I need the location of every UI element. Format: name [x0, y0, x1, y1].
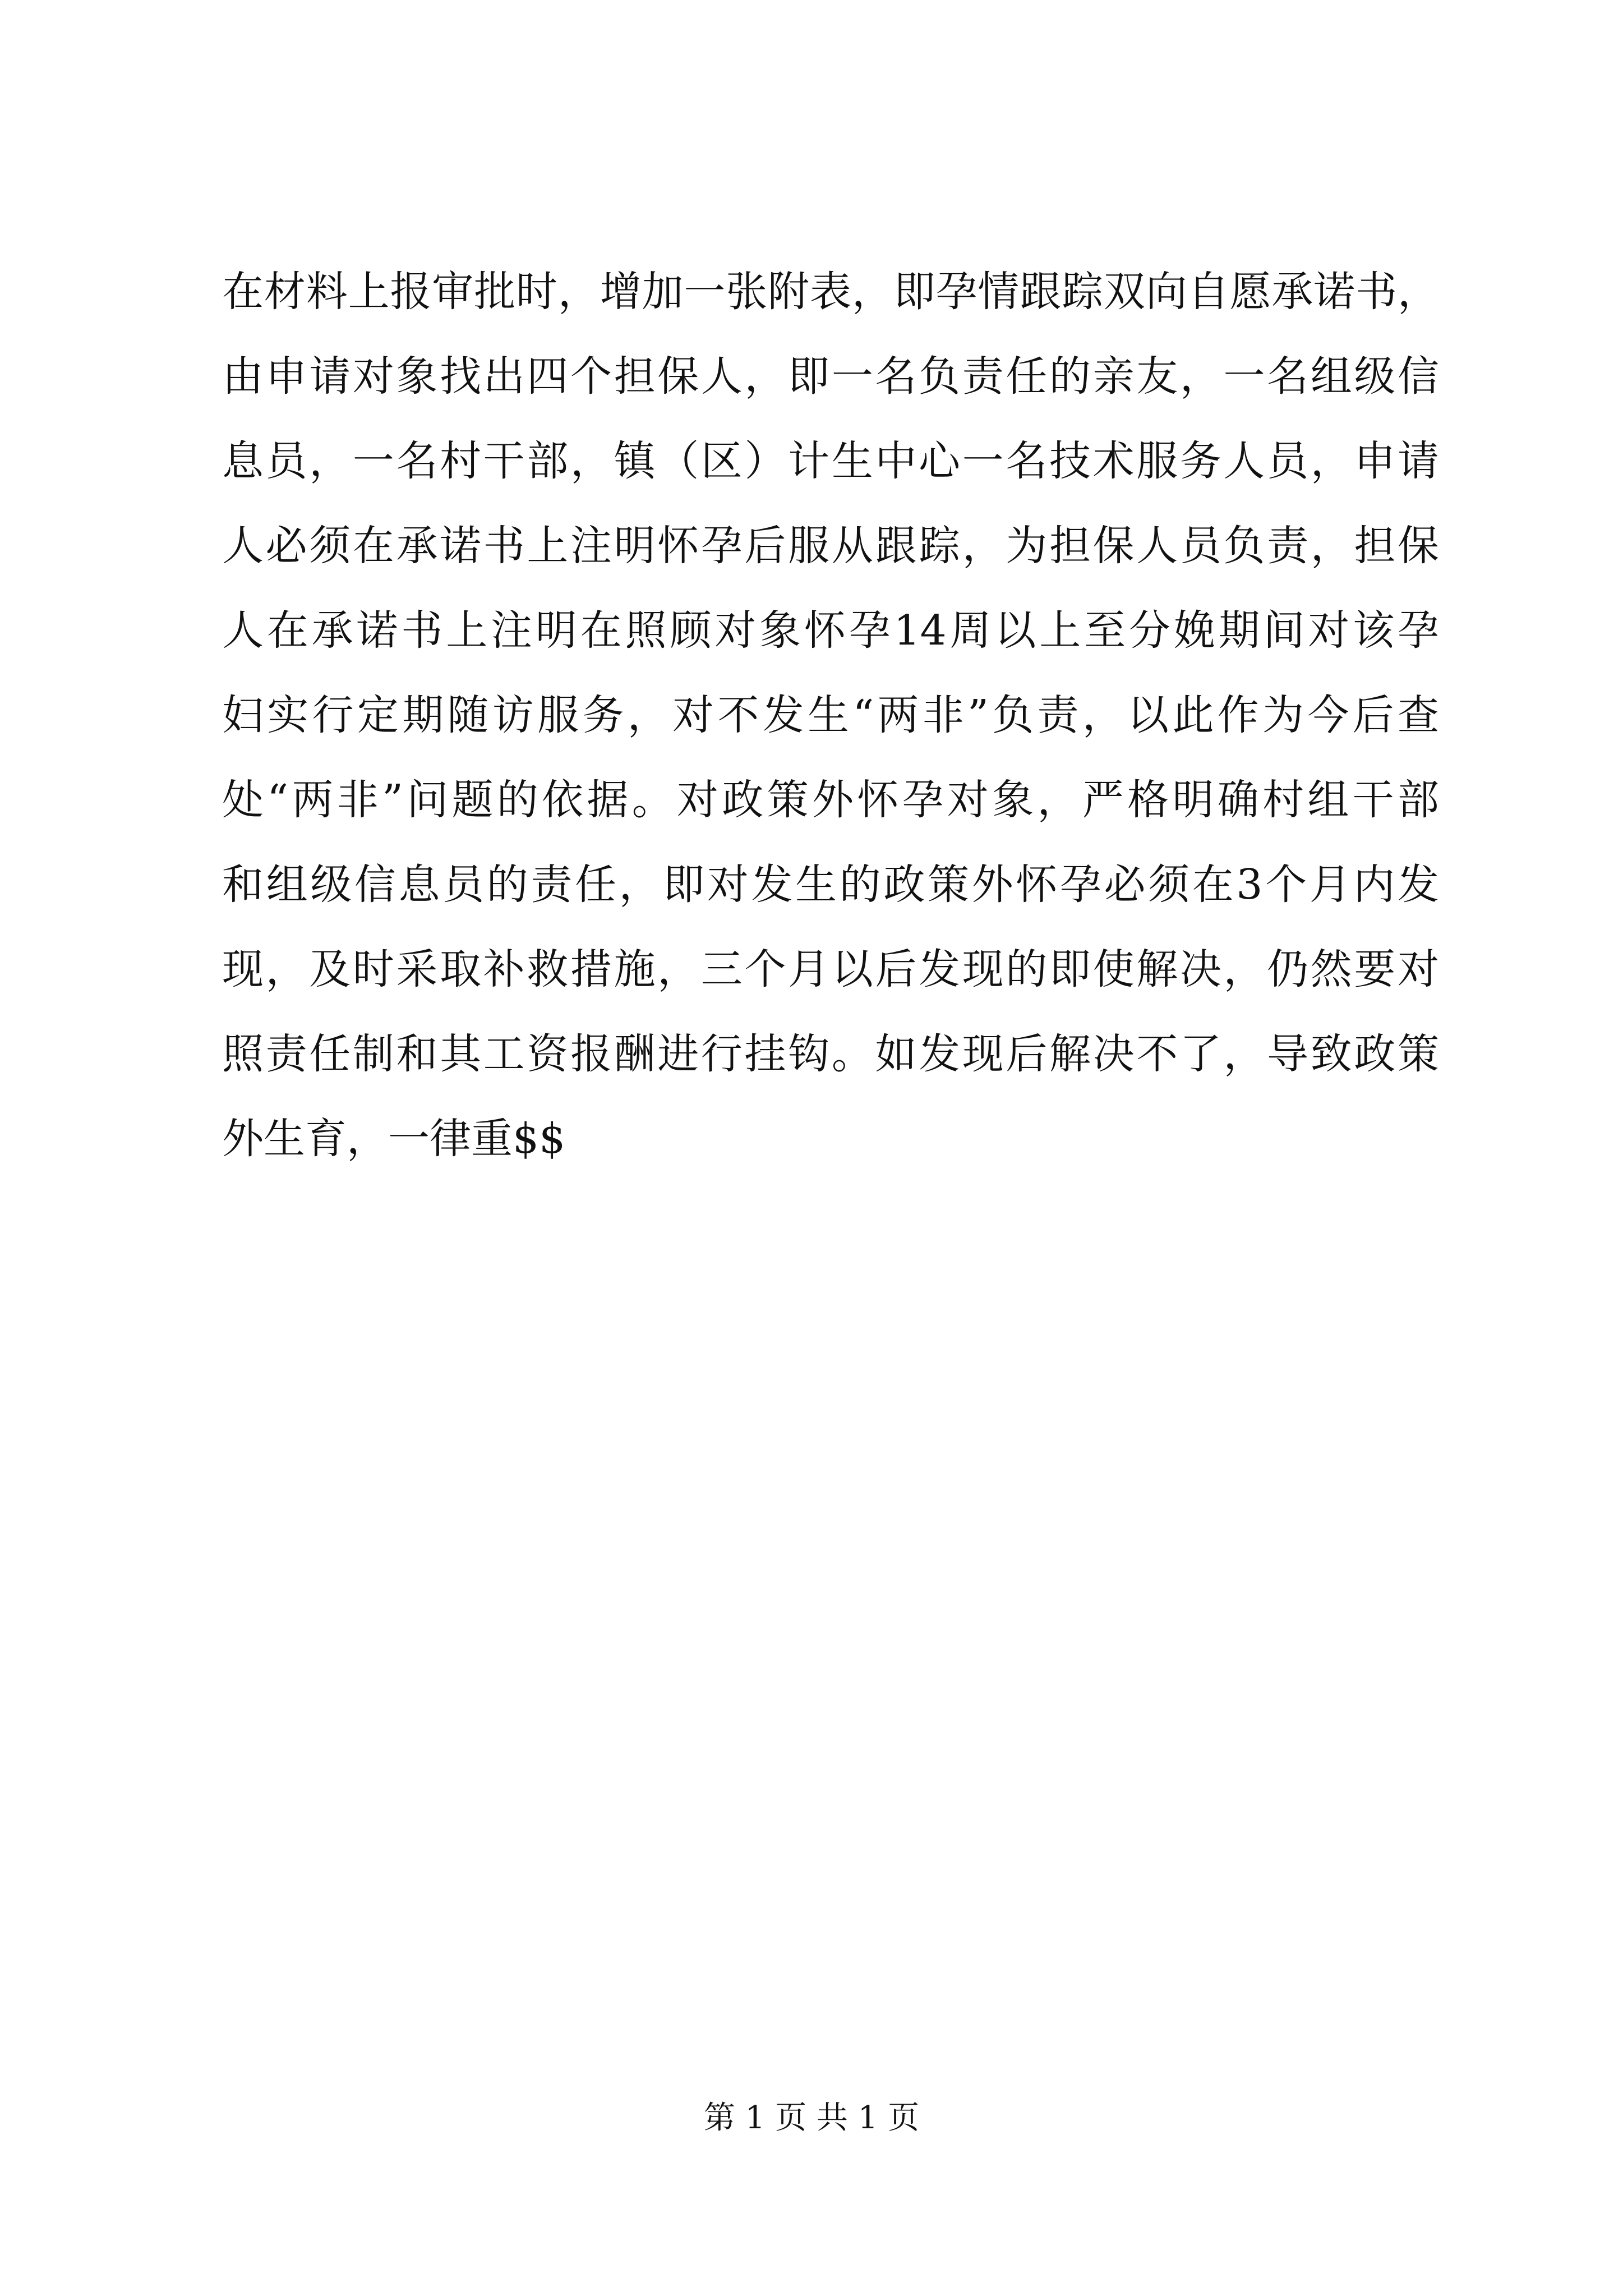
- page-number-label: 第 1 页 共 1 页: [703, 2100, 920, 2136]
- paragraph-line: 现，及时采取补救措施，三个月以后发现的即使解决，仍然要对: [222, 945, 1439, 993]
- paragraph-line: 人必须在承诺书上注明怀孕后服从跟踪，为担保人员负责，担保: [222, 522, 1439, 570]
- page-footer: [0, 2096, 1623, 2141]
- paragraph-line: 由申请对象找出四个担保人，即一名负责任的亲友，一名组级信: [222, 352, 1439, 401]
- paragraph-line: 息员，一名村干部，镇（区）计生中心一名技术服务人员，申请: [222, 437, 1439, 485]
- paragraph-line: 妇实行定期随访服务，对不发生“两非”负责，以此作为今后查: [222, 691, 1439, 739]
- paragraph-line: 人在承诺书上注明在照顾对象怀孕14周以上至分娩期间对该孕: [222, 606, 1439, 655]
- paragraph-line: 照责任制和其工资报酬进行挂钩。如发现后解决不了，导致政策: [222, 1030, 1439, 1078]
- paragraph-line: 处“两非”问题的依据。对政策外怀孕对象，严格明确村组干部: [222, 776, 1439, 824]
- body-paragraph: [222, 250, 1439, 1181]
- paragraph-line: 和组级信息员的责任，即对发生的政策外怀孕必须在3个月内发: [222, 861, 1439, 909]
- paragraph-line: 在材料上报审批时，增加一张附表，即孕情跟踪双向自愿承诺书，: [222, 268, 1439, 316]
- paragraph-line-last: 外生育，一律重$$: [222, 1115, 566, 1163]
